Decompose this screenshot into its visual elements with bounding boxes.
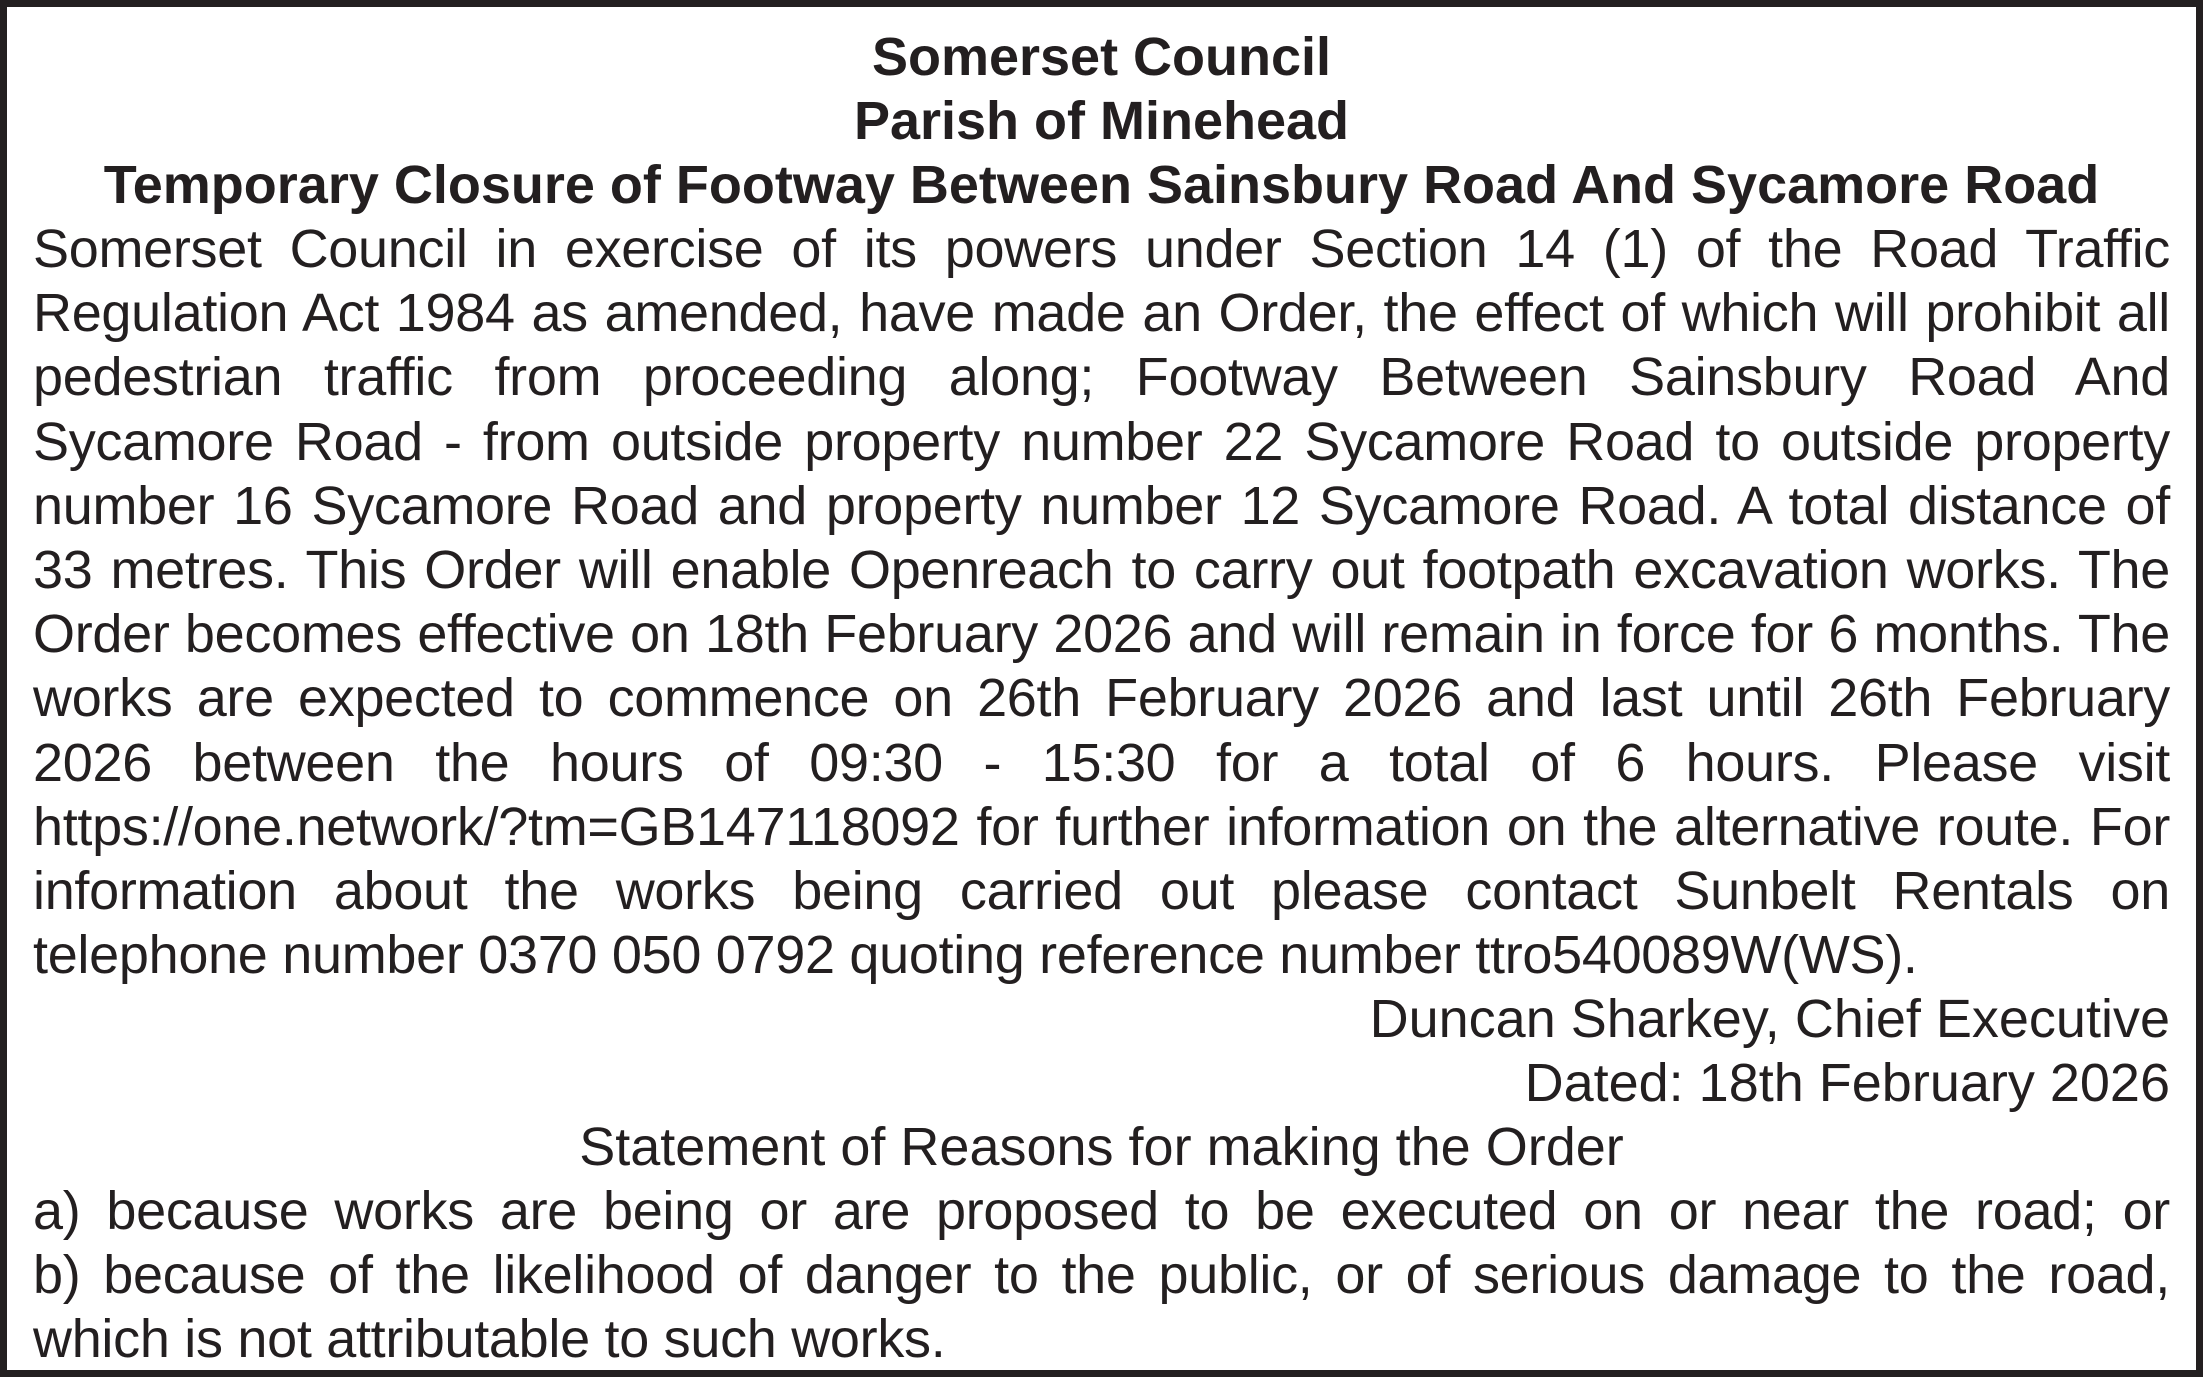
signatory: Duncan Sharkey, Chief Executive — [1369, 989, 2170, 1050]
parish-heading: Parish of Minehead — [853, 91, 1350, 151]
reasons-title: Statement of Reasons for making the Order — [579, 1117, 1624, 1178]
notice-title: Temporary Closure of Footway Between Sainsbury Road And Sycamore Road — [103, 155, 2100, 215]
notice-body: Somerset Council in exercise of its powers under Section 14 (1) of the Road Traffic Regulation Act 1984 as amended, have made an Order, the effect of which will prohibit all pedestrian traffic from proceeding along; Footway Between Sainsbury Road And Sycamore Road - from outside property number 22 Sycamore Road to outside property number 16 Sycamore Road and property number 12 Sycamore Road. A total distance of 33 metres. This Order will enable Openreach to carry out footpath excavation works. The Order becomes effective on 18th February 2026 and will remain in force for 6 months. The works are expected to commence on 26th February 2026 and last until 26th February 2026 between the hours of 09:30 - 15:30 for a total of 6 hours. Please visit https://one.network/?tm=GB147118092 for further information on the alternative route. For information about the works being carried out please contact Sunbelt Rentals on telephone number 0370 050 0792 quoting reference number ttro540089W(WS). — [33, 219, 2170, 986]
reason-b: b) because of the likelihood of danger to the public, or of serious damage to the road, which is not attributable to such works. — [33, 1245, 2170, 1370]
reason-a: a) because works are being or are proposed to be executed on or near the road; or — [33, 1181, 2170, 1242]
dated-line: Dated: 18th February 2026 — [1524, 1053, 2170, 1114]
authority-heading: Somerset Council — [871, 27, 1332, 87]
